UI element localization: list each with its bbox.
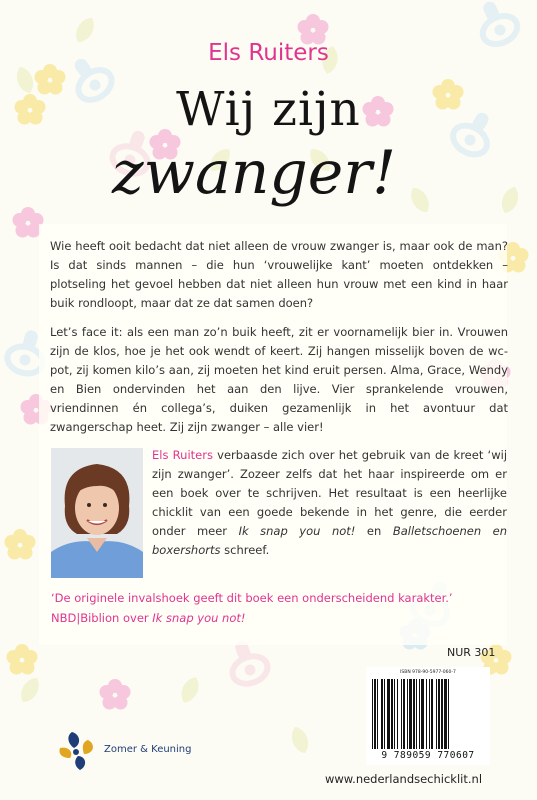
barcode-bar	[384, 679, 385, 749]
barcode-bar	[397, 679, 398, 749]
barcode-bar	[431, 679, 433, 749]
quote-source-title: Ik snap you not!	[152, 611, 246, 625]
leaf-icon	[177, 674, 202, 706]
barcode-bar	[448, 679, 449, 749]
barcode-bar	[413, 679, 415, 749]
barcode-bars	[372, 679, 484, 749]
barcode-bar	[403, 679, 405, 749]
barcode-bar	[421, 679, 424, 749]
website-url: www.nederlandsechicklit.nl	[325, 772, 483, 786]
barcode-bar	[372, 679, 373, 749]
bio-book-title-2: Balletschoenen en boxershorts	[152, 524, 507, 557]
author-bio	[152, 446, 507, 560]
nur-code: NUR 301	[447, 646, 496, 659]
quote-source: NBD|Biblion over	[51, 611, 153, 625]
author-photo-illustration	[51, 448, 143, 578]
leaf-icon	[407, 184, 434, 216]
barcode-bar	[394, 679, 395, 749]
barcode-bar	[416, 679, 417, 749]
publisher-name: Zomer & Keuning	[104, 744, 192, 755]
barcode-bar	[419, 679, 420, 749]
quote-text: ‘De originele invalshoek geeft dit boek een onderscheidend karakter.’	[51, 591, 453, 605]
flower-icon	[7, 644, 38, 675]
barcode-bar	[438, 679, 440, 749]
bio-author-name: Els Ruiters	[152, 448, 213, 462]
cover-title-line1: Wij zijn	[176, 82, 361, 137]
barcode-bar	[391, 679, 393, 749]
author-photo	[51, 448, 143, 578]
isbn-label: ISBN 978-90-5977-060-7	[400, 670, 456, 675]
publisher-logo-icon	[52, 726, 100, 774]
barcode-bar	[387, 679, 390, 749]
bio-text-c: schreef.	[220, 543, 270, 557]
bio-text-a: verbaasde zich over het gebruik van de kreet ‘wij zijn zwanger’. Zozeer zelfs dat het haar inspireerde om er een boek over te schrijven. Het resultaat is een heerlijke chicklit van een goede bekende in het genre, die eerder onder meer	[152, 448, 508, 538]
isbn-digits: 9 789059 770607	[381, 750, 475, 761]
barcode-bar	[409, 679, 412, 749]
barcode-bar	[407, 679, 408, 749]
flower-icon	[100, 679, 131, 710]
blurb-paragraph-1: Wie heeft ooit bedacht dat niet alleen de vrouw zwanger is, maar ook de man? Is dat sinds mannen – die hun ‘vrouwelijke kant’ moeten ontdekken – plotseling het gevoel hebben dat niet alleen hun vrouw met een kind in haar buik rondloopt, maar dat ze dat samen doen?	[50, 239, 508, 310]
barcode-bar	[374, 679, 376, 749]
bio-book-title-1: Ik snap you not!	[238, 524, 356, 538]
barcode-bar	[401, 679, 402, 749]
barcode-bar	[381, 679, 383, 749]
blurb-paragraph-2: Let’s face it: als een man zo’n buik heeft, zit er voornamelijk bier in. Vrouwen zijn de klos, hoe je het ook wendt of keert. Zij hangen misselijk boven de wc-pot, zij komen kilo’s aan, zij moeten het kind eruit persen. Alma, Grace, Wendy en Bien ondervinden het aan den lijve. Vier sprankelende vrouwen, vriendinnen én collega’s, duiken gezamenlijk in het avontuur dat zwangerschap heet. Zij zijn zwanger – alle vier!	[50, 325, 508, 434]
barcode-bar	[444, 679, 447, 749]
leaf-icon	[17, 674, 44, 706]
cover-author: Els Ruiters	[208, 40, 329, 66]
review-quote	[51, 588, 511, 628]
bio-text-b: en	[355, 524, 393, 538]
barcode-bar	[377, 679, 378, 749]
barcode-bar	[426, 679, 427, 749]
isbn-barcode	[366, 667, 490, 765]
barcode-bar	[429, 679, 430, 749]
leaf-icon	[498, 184, 522, 215]
flower-icon	[5, 529, 36, 560]
leaf-icon	[288, 724, 312, 755]
barcode-bar	[436, 679, 437, 749]
barcode-bar	[441, 679, 443, 749]
cover-title-line2: zwanger!	[112, 138, 397, 208]
